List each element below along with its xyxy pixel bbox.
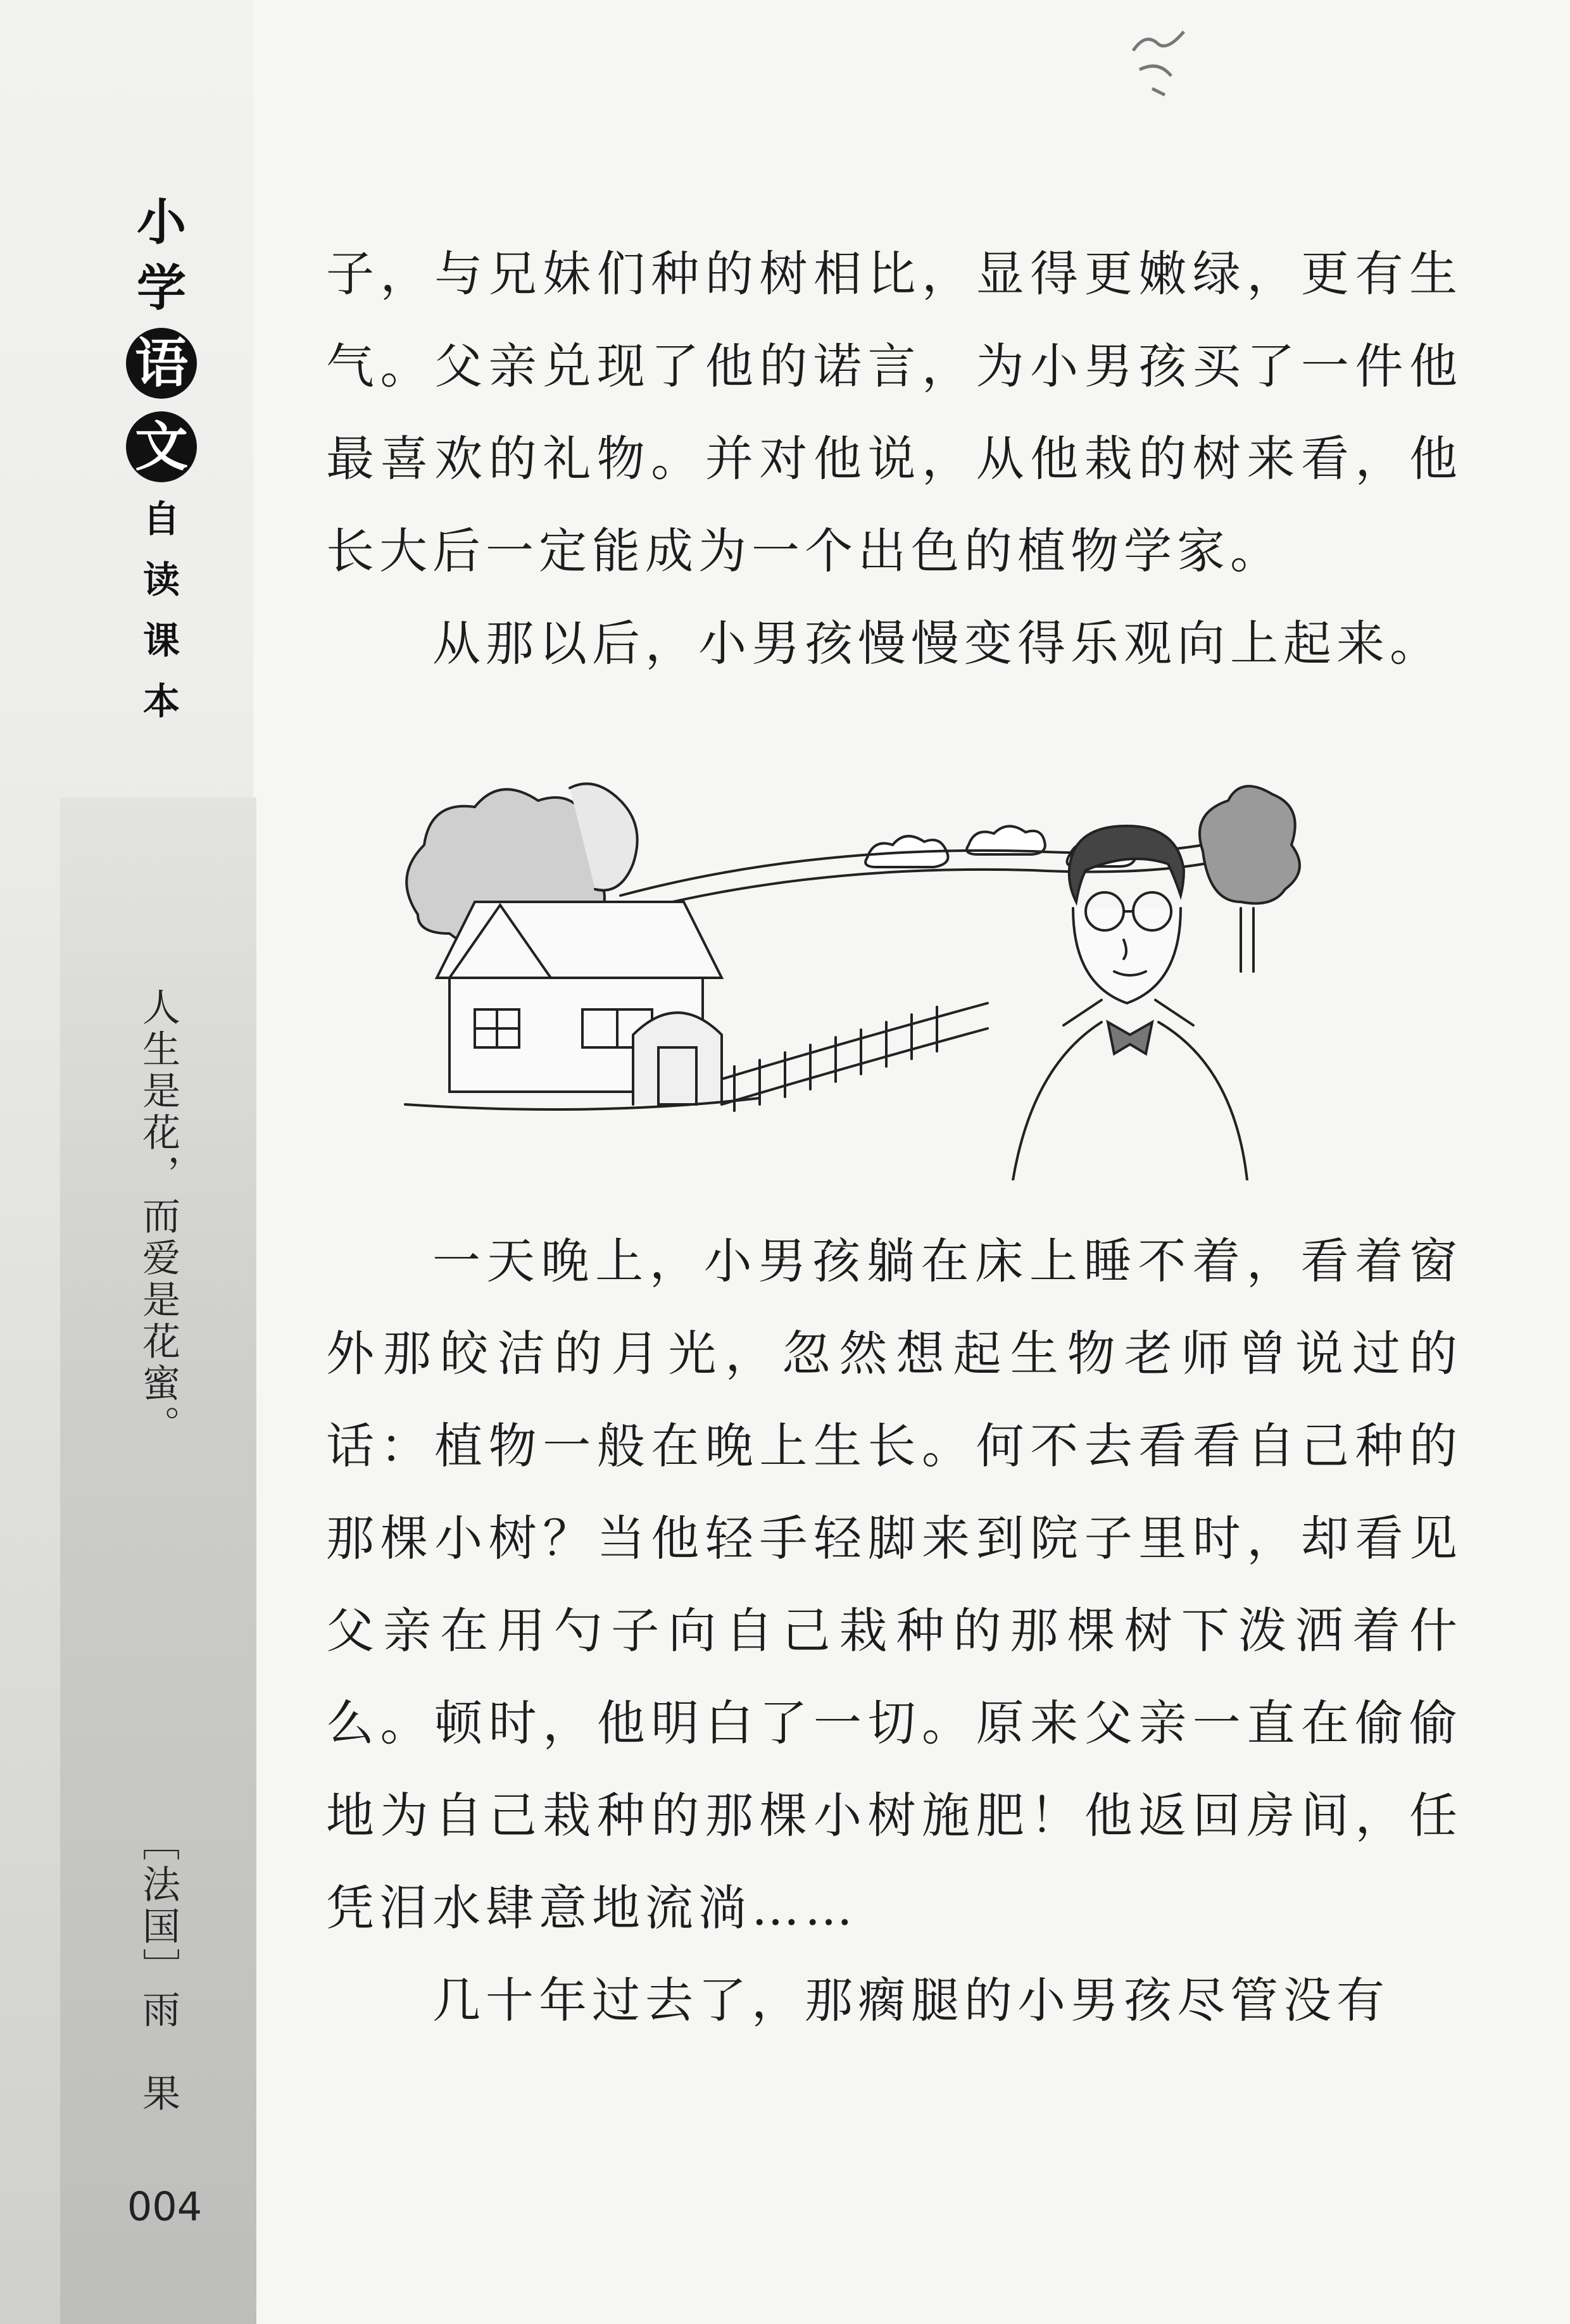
house-and-old-man-illustration bbox=[380, 750, 1329, 1180]
series-char: 自 bbox=[142, 497, 180, 540]
series-char: 课 bbox=[142, 619, 180, 662]
series-char: 学 bbox=[136, 260, 186, 317]
page-number: 004 bbox=[127, 2183, 203, 2230]
paragraph: 从那以后，小男孩慢慢变得乐观向上起来。 bbox=[432, 615, 1443, 672]
series-title bbox=[127, 190, 196, 732]
paragraph: 一天晚上，小男孩躺在床上睡不着，看着窗外那皎洁的月光，忽然想起生物老师曾说过的话：植物一般在晚上生长。何不去看看自己种的那棵小树？当他轻手轻脚来到院子里时，却看见父亲在用勺子向自己栽种的那棵树下泼洒着什么。顿时，他明白了一切。原来父亲一直在偷偷地为自己栽种的那棵小树施肥！他返回房间，任凭泪水肆意地流淌…… bbox=[326, 1233, 1462, 1936]
paragraph: 子，与兄妹们种的树相比，显得更嫩绿，更有生气。父亲兑现了他的诺言，为小男孩买了一件他最喜欢的礼物。并对他说，从他栽的树来看，他长大后一定能成为一个出色的植物学家。 bbox=[326, 246, 1462, 579]
text-block-top bbox=[326, 228, 1462, 690]
text-block-bottom bbox=[326, 1215, 1462, 2047]
series-char: 语 bbox=[126, 328, 197, 399]
side-quote: 人生是花，而爱是花蜜。 bbox=[136, 987, 180, 1447]
quote-author: ［法国］雨 果 bbox=[136, 1823, 180, 2115]
series-char: 读 bbox=[142, 558, 180, 601]
series-char: 小 bbox=[136, 194, 186, 251]
paragraph: 几十年过去了，那瘸腿的小男孩尽管没有 bbox=[432, 1972, 1390, 2028]
printing-mark bbox=[1114, 13, 1215, 120]
series-char: 本 bbox=[142, 680, 180, 723]
series-char: 文 bbox=[126, 411, 197, 482]
